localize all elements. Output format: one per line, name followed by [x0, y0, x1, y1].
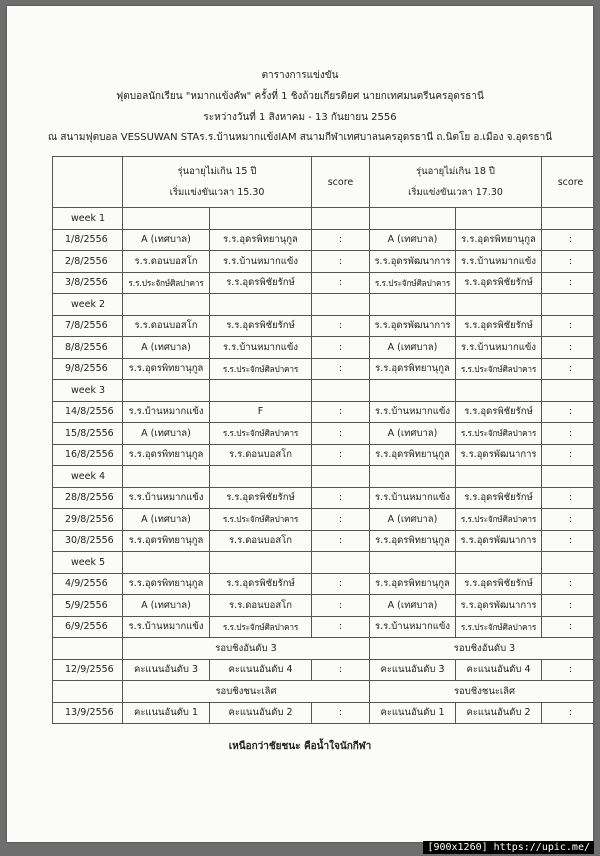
empty-cell — [312, 294, 370, 316]
motto: เหนือกว่าชัยชนะ คือน้ำใจนักกีฬา — [228, 741, 372, 752]
match-date: 9/8/2556 — [53, 358, 123, 380]
team-cell: ร.ร.อุดรพัฒนาการ — [370, 315, 456, 337]
team-cell: คะแนนอันดับ 2 — [456, 702, 542, 724]
team-cell: ร.ร.ประจักษ์ศิลปาคาร — [210, 509, 312, 531]
match-date: 3/8/2556 — [53, 272, 123, 294]
schedule-table — [52, 156, 593, 724]
team-cell: ร.ร.ประจักษ์ศิลปาคาร — [210, 358, 312, 380]
week-label: week 2 — [53, 294, 123, 316]
score-cell: : — [312, 530, 370, 552]
week-label: week 1 — [53, 208, 123, 230]
u18-time: เริ่มแข่งขันเวลา 17.30 — [408, 187, 503, 198]
match-row — [53, 444, 594, 466]
team-cell: ร.ร.อุดรพิทยานุกูล — [370, 444, 456, 466]
score-cell: : — [312, 595, 370, 617]
score-cell: : — [312, 487, 370, 509]
match-date: 8/8/2556 — [53, 337, 123, 359]
round-label-u18: รอบชิงชนะเลิศ — [370, 681, 594, 703]
round-label-u18: รอบชิงอันดับ 3 — [370, 638, 594, 660]
empty-cell — [123, 294, 210, 316]
week-row — [53, 208, 594, 230]
week-row — [53, 466, 594, 488]
header-u18 — [370, 157, 542, 208]
score-cell: : — [542, 358, 594, 380]
table-header — [53, 157, 594, 208]
empty-cell — [312, 466, 370, 488]
empty-cell — [123, 380, 210, 402]
round-row — [53, 681, 594, 703]
team-cell: คะแนนอันดับ 3 — [370, 659, 456, 681]
score-cell: : — [542, 573, 594, 595]
team-cell: ร.ร.อุดรพิทยานุกูล — [123, 530, 210, 552]
match-date: 30/8/2556 — [53, 530, 123, 552]
empty-cell — [123, 208, 210, 230]
score-cell: : — [542, 272, 594, 294]
team-cell: ร.ร.อุดรพิชัยรักษ์ — [456, 315, 542, 337]
team-cell: A (เทศบาล) — [123, 509, 210, 531]
week-row — [53, 294, 594, 316]
match-row — [53, 702, 594, 724]
empty-cell — [542, 552, 594, 574]
empty-cell — [210, 466, 312, 488]
team-cell: ร.ร.ประจักษ์ศิลปาคาร — [370, 272, 456, 294]
empty-cell — [53, 681, 123, 703]
match-date: 2/8/2556 — [53, 251, 123, 273]
match-row — [53, 423, 594, 445]
week-label: week 3 — [53, 380, 123, 402]
empty-cell — [456, 380, 542, 402]
week-label: week 5 — [53, 552, 123, 574]
empty-cell — [210, 380, 312, 402]
match-date: 7/8/2556 — [53, 315, 123, 337]
match-date: 28/8/2556 — [53, 487, 123, 509]
team-cell: ร.ร.อุดรพิทยานุกูล — [123, 573, 210, 595]
team-cell: A (เทศบาล) — [370, 509, 456, 531]
score-cell: : — [312, 702, 370, 724]
match-row — [53, 358, 594, 380]
score-cell: : — [542, 401, 594, 423]
match-row — [53, 251, 594, 273]
date-range: ระหว่างวันที่ 1 สิงหาคม - 13 กันยายน 2556 — [203, 112, 397, 123]
match-date: 6/9/2556 — [53, 616, 123, 638]
header-score-15: score — [312, 157, 370, 208]
header-score-18: score — [542, 157, 594, 208]
team-cell: A (เทศบาล) — [123, 337, 210, 359]
score-cell: : — [542, 251, 594, 273]
empty-cell — [542, 380, 594, 402]
team-cell: A (เทศบาล) — [370, 595, 456, 617]
match-date: 1/8/2556 — [53, 229, 123, 251]
match-date: 4/9/2556 — [53, 573, 123, 595]
match-date: 14/8/2556 — [53, 401, 123, 423]
score-cell: : — [542, 487, 594, 509]
match-row — [53, 401, 594, 423]
score-cell: : — [312, 272, 370, 294]
match-row — [53, 509, 594, 531]
team-cell: ร.ร.อุดรพิทยานุกูล — [370, 530, 456, 552]
score-cell: : — [312, 423, 370, 445]
empty-cell — [370, 466, 456, 488]
round-row — [53, 638, 594, 660]
team-cell: ร.ร.บ้านหมากแข้ง — [456, 251, 542, 273]
score-cell: : — [312, 358, 370, 380]
empty-cell — [370, 380, 456, 402]
team-cell: ร.ร.อุดรพิชัยรักษ์ — [456, 272, 542, 294]
team-cell: ร.ร.ประจักษ์ศิลปาคาร — [456, 509, 542, 531]
team-cell: ร.ร.อุดรพิทยานุกูล — [123, 358, 210, 380]
score-cell: : — [312, 337, 370, 359]
team-cell: ร.ร.ดอนบอสโก — [210, 444, 312, 466]
team-cell: ร.ร.อุดรพิทยานุกูล — [456, 229, 542, 251]
team-cell: ร.ร.ดอนบอสโก — [123, 251, 210, 273]
team-cell: ร.ร.ประจักษ์ศิลปาคาร — [123, 272, 210, 294]
team-cell: ร.ร.บ้านหมากแข้ง — [370, 401, 456, 423]
team-cell: ร.ร.อุดรพิชัยรักษ์ — [210, 573, 312, 595]
score-cell: : — [542, 315, 594, 337]
team-cell: ร.ร.อุดรพิทยานุกูล — [210, 229, 312, 251]
watermark: [900x1260] https://upic.me/ — [423, 841, 594, 854]
team-cell: A (เทศบาล) — [370, 337, 456, 359]
empty-cell — [312, 552, 370, 574]
match-row — [53, 530, 594, 552]
match-date: 12/9/2556 — [53, 659, 123, 681]
score-cell: : — [542, 530, 594, 552]
empty-cell — [210, 552, 312, 574]
team-cell: ร.ร.ดอนบอสโก — [210, 530, 312, 552]
team-cell: ร.ร.ประจักษ์ศิลปาคาร — [456, 358, 542, 380]
score-cell: : — [542, 659, 594, 681]
score-cell: : — [312, 251, 370, 273]
team-cell: ร.ร.อุดรพิทยานุกูล — [123, 444, 210, 466]
match-date: 15/8/2556 — [53, 423, 123, 445]
empty-cell — [312, 380, 370, 402]
score-cell: : — [542, 702, 594, 724]
score-cell: : — [312, 573, 370, 595]
empty-cell — [456, 466, 542, 488]
team-cell: A (เทศบาล) — [123, 423, 210, 445]
match-date: 5/9/2556 — [53, 595, 123, 617]
team-cell: ร.ร.ประจักษ์ศิลปาคาร — [210, 423, 312, 445]
team-cell: ร.ร.อุดรพัฒนาการ — [456, 444, 542, 466]
week-row — [53, 552, 594, 574]
team-cell: คะแนนอันดับ 4 — [456, 659, 542, 681]
match-date: 13/9/2556 — [53, 702, 123, 724]
score-cell: : — [542, 423, 594, 445]
score-cell: : — [312, 444, 370, 466]
tournament-name: ฟุตบอลนักเรียน "หมากแข้งคัพ" ครั้งที่ 1 ชิงถ้วยเกียรติยศ นายกเทศมนตรีนครอุดรธานี — [116, 91, 484, 102]
score-cell: : — [312, 229, 370, 251]
team-cell: ร.ร.อุดรพัฒนาการ — [370, 251, 456, 273]
team-cell: ร.ร.ดอนบอสโก — [123, 315, 210, 337]
team-cell: ร.ร.บ้านหมากแข้ง — [123, 401, 210, 423]
team-cell: ร.ร.อุดรพัฒนาการ — [456, 530, 542, 552]
team-cell: ร.ร.อุดรพิชัยรักษ์ — [210, 272, 312, 294]
team-cell: คะแนนอันดับ 2 — [210, 702, 312, 724]
empty-cell — [312, 208, 370, 230]
team-cell: คะแนนอันดับ 3 — [123, 659, 210, 681]
empty-cell — [370, 208, 456, 230]
schedule-sheet — [7, 6, 593, 842]
score-cell: : — [542, 229, 594, 251]
empty-cell — [370, 552, 456, 574]
header-date-cell — [53, 157, 123, 208]
team-cell: ร.ร.ดอนบอสโก — [210, 595, 312, 617]
empty-cell — [123, 466, 210, 488]
team-cell: A (เทศบาล) — [123, 229, 210, 251]
match-row — [53, 229, 594, 251]
empty-cell — [370, 294, 456, 316]
round-label-u15: รอบชิงชนะเลิศ — [123, 681, 370, 703]
team-cell: ร.ร.อุดรพิชัยรักษ์ — [210, 315, 312, 337]
page-title: ตารางการแข่งขัน — [261, 70, 339, 81]
empty-cell — [123, 552, 210, 574]
team-cell: ร.ร.บ้านหมากแข้ง — [210, 337, 312, 359]
match-row — [53, 616, 594, 638]
team-cell: ร.ร.อุดรพิชัยรักษ์ — [456, 487, 542, 509]
match-row — [53, 659, 594, 681]
team-cell: ร.ร.ประจักษ์ศิลปาคาร — [210, 616, 312, 638]
empty-cell — [542, 208, 594, 230]
team-cell: คะแนนอันดับ 4 — [210, 659, 312, 681]
team-cell: ร.ร.อุดรพิทยานุกูล — [370, 358, 456, 380]
match-row — [53, 595, 594, 617]
venue: ณ สนามฟุตบอล VESSUWAN STAร.ร.บ้านหมากแข้งIAM สนามกีฬาเทศบาลนครอุดรธานี ถ.นิตโย อ.เมือง จ.อุดรธานี — [47, 132, 553, 143]
team-cell: ร.ร.อุดรพิชัยรักษ์ — [456, 401, 542, 423]
match-row — [53, 315, 594, 337]
match-date: 29/8/2556 — [53, 509, 123, 531]
team-cell: ร.ร.บ้านหมากแข้ง — [370, 616, 456, 638]
score-cell: : — [542, 444, 594, 466]
score-cell: : — [312, 616, 370, 638]
week-row — [53, 380, 594, 402]
team-cell: ร.ร.บ้านหมากแข้ง — [123, 487, 210, 509]
team-cell: ร.ร.อุดรพัฒนาการ — [456, 595, 542, 617]
team-cell: A (เทศบาล) — [123, 595, 210, 617]
empty-cell — [456, 294, 542, 316]
empty-cell — [456, 208, 542, 230]
empty-cell — [456, 552, 542, 574]
empty-cell — [210, 294, 312, 316]
match-row — [53, 272, 594, 294]
score-cell: : — [542, 337, 594, 359]
u18-label: รุ่นอายุไม่เกิน 18 ปี — [416, 166, 495, 177]
team-cell: ร.ร.อุดรพิชัยรักษ์ — [210, 487, 312, 509]
match-row — [53, 337, 594, 359]
score-cell: : — [312, 401, 370, 423]
header-u15 — [123, 157, 312, 208]
score-cell: : — [542, 616, 594, 638]
empty-cell — [53, 638, 123, 660]
u15-label: รุ่นอายุไม่เกิน 15 ปี — [177, 166, 257, 177]
team-cell: คะแนนอันดับ 1 — [370, 702, 456, 724]
u15-time: เริ่มแข่งขันเวลา 15.30 — [169, 187, 265, 198]
team-cell: คะแนนอันดับ 1 — [123, 702, 210, 724]
team-cell: ร.ร.บ้านหมากแข้ง — [370, 487, 456, 509]
score-cell: : — [542, 595, 594, 617]
empty-cell — [542, 466, 594, 488]
score-cell: : — [312, 315, 370, 337]
team-cell: ร.ร.อุดรพิชัยรักษ์ — [456, 573, 542, 595]
team-cell: ร.ร.บ้านหมากแข้ง — [210, 251, 312, 273]
week-label: week 4 — [53, 466, 123, 488]
team-cell: A (เทศบาล) — [370, 229, 456, 251]
team-cell: ร.ร.บ้านหมากแข้ง — [456, 337, 542, 359]
score-cell: : — [312, 509, 370, 531]
team-cell: F — [210, 401, 312, 423]
round-label-u15: รอบชิงอันดับ 3 — [123, 638, 370, 660]
team-cell: ร.ร.ประจักษ์ศิลปาคาร — [456, 423, 542, 445]
match-date: 16/8/2556 — [53, 444, 123, 466]
team-cell: ร.ร.อุดรพิทยานุกูล — [370, 573, 456, 595]
empty-cell — [210, 208, 312, 230]
score-cell: : — [312, 659, 370, 681]
match-row — [53, 487, 594, 509]
score-cell: : — [542, 509, 594, 531]
match-row — [53, 573, 594, 595]
team-cell: A (เทศบาล) — [370, 423, 456, 445]
team-cell: ร.ร.ประจักษ์ศิลปาคาร — [456, 616, 542, 638]
empty-cell — [542, 294, 594, 316]
team-cell: ร.ร.บ้านหมากแข้ง — [123, 616, 210, 638]
